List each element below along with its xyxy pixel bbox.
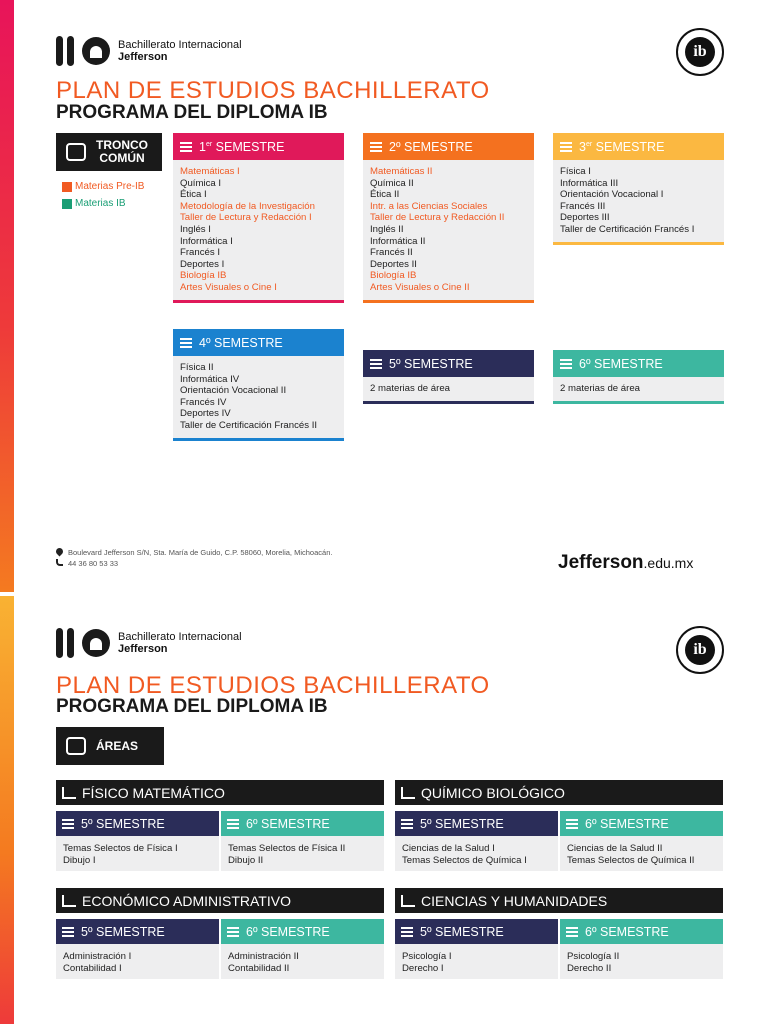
list-icon [227, 819, 239, 829]
subject-item: Química I [180, 177, 222, 189]
areas-tag: ÁREAS [56, 727, 164, 765]
brand-line2: Jefferson [118, 643, 168, 655]
semester-5-header [363, 350, 534, 377]
website[interactable]: Jefferson.edu.mx [558, 552, 694, 573]
semester-header [56, 919, 219, 944]
address: Boulevard Jefferson S/N, Sta. María de Guido, C.P. 58060, Morelia, Michoacán. [68, 548, 333, 557]
subject-item: Taller de Lectura y Redacción II [370, 212, 505, 224]
area-card [56, 780, 384, 871]
list-icon [62, 927, 74, 937]
subject-item: 2 materias de área [370, 383, 450, 394]
list-icon [227, 927, 239, 937]
area-semester-s6 [221, 919, 384, 979]
area-card [395, 780, 723, 871]
list-icon [370, 142, 382, 152]
area-semester-s6 [560, 811, 723, 871]
subject-item: Taller de Lectura y Redacción I [180, 212, 312, 224]
subject-item: Francés IV [180, 396, 227, 408]
ib-world-school-logo: ib [676, 28, 724, 76]
page-subtitle: PROGRAMA DEL DIPLOMA IB [56, 696, 328, 717]
subject-item: Temas Selectos de Física I [63, 843, 178, 854]
subject-item: Deportes IV [180, 408, 231, 420]
area-semester-s5 [56, 919, 219, 979]
subject-item: Ética II [370, 189, 400, 201]
ib-world-school-logo: ib [676, 626, 724, 674]
semester-label: 4º SEMESTRE [199, 335, 283, 350]
semester-label: 2º SEMESTRE [389, 139, 473, 154]
subject-item: Temas Selectos de Química I [402, 854, 527, 866]
area-header [56, 888, 384, 913]
page-subtitle: PROGRAMA DEL DIPLOMA IB [56, 102, 328, 123]
subject-item: Informática I [180, 235, 233, 247]
semester-label: 6º SEMESTRE [579, 356, 663, 371]
semester-header [221, 919, 384, 944]
semester-2-header [363, 133, 534, 160]
semester-4-card [173, 329, 344, 441]
subject-item: Intr. a las Ciencias Sociales [370, 200, 488, 212]
semester-label: 6º SEMESTRE [246, 924, 330, 939]
list-icon [560, 359, 572, 369]
semester-header [56, 811, 219, 836]
area-header [395, 780, 723, 805]
subject-item: Biología IB [370, 270, 417, 282]
subject-item: Artes Visuales o Cine I [180, 281, 277, 293]
tronco-comun-tag: TRONCO COMÚN [56, 133, 162, 171]
jefferson-logo [56, 628, 242, 658]
logo-mark-icon [56, 36, 110, 66]
list-icon [62, 819, 74, 829]
semester-header [560, 919, 723, 944]
subject-item: Informática III [560, 177, 619, 189]
legend [62, 181, 144, 215]
subject-item: Inglés I [180, 223, 211, 235]
subject-item: Contabilidad II [228, 962, 290, 974]
subject-item: Ciencias de la Salud I [402, 843, 495, 854]
page-areas [0, 596, 768, 1024]
semester-label: 6º SEMESTRE [246, 816, 330, 831]
contact-info [56, 547, 332, 569]
area-semester-s6 [560, 919, 723, 979]
list-icon [401, 927, 413, 937]
list-icon [370, 359, 382, 369]
subject-item: Deportes II [370, 258, 417, 270]
semester-3-card [553, 133, 724, 245]
subject-item: Orientación Vocacional II [180, 385, 287, 397]
subject-item: Francés I [180, 247, 220, 259]
semester-label: 6º SEMESTRE [585, 924, 669, 939]
semester-label: 3er SEMESTRE [579, 139, 665, 154]
subject-item: Administración II [228, 951, 299, 962]
subject-item: Francés II [370, 247, 413, 259]
jefferson-logo [56, 36, 242, 66]
semester-header [395, 811, 558, 836]
subject-item: Psicología II [567, 951, 620, 962]
area-name: ECONÓMICO ADMINISTRATIVO [82, 892, 291, 909]
semester-5-card [363, 350, 534, 404]
subject-item: Taller de Certificación Francés I [560, 223, 695, 235]
brand-line1: Bachillerato Internacional [118, 631, 242, 643]
semester-4-header [173, 329, 344, 356]
subject-item: Dibujo II [228, 854, 264, 866]
subject-item: Contabilidad I [63, 962, 122, 974]
semester-6-card [553, 350, 724, 404]
subject-item: Química II [370, 177, 414, 189]
subject-item: Informática IV [180, 373, 240, 385]
semester-label: 1er SEMESTRE [199, 139, 285, 154]
semester-label: 5º SEMESTRE [420, 816, 504, 831]
subject-item: Ética I [180, 189, 207, 201]
subject-item: Artes Visuales o Cine II [370, 281, 470, 293]
sqrt-icon [62, 787, 76, 799]
subject-item: Derecho I [402, 962, 444, 974]
subject-item: Ciencias de la Salud II [567, 843, 663, 854]
subject-item: Matemáticas II [370, 166, 433, 177]
area-semester-s5 [395, 811, 558, 871]
subject-item: Administración I [63, 951, 132, 962]
semester-label: 5º SEMESTRE [420, 924, 504, 939]
area-card [56, 888, 384, 979]
list-icon [566, 927, 578, 937]
list-icon [566, 819, 578, 829]
semester-header [221, 811, 384, 836]
area-name: FÍSICO MATEMÁTICO [82, 784, 225, 801]
subject-item: Orientación Vocacional I [560, 189, 664, 201]
semester-header [395, 919, 558, 944]
subject-item: Deportes I [180, 258, 225, 270]
semester-3-header [553, 133, 724, 160]
subject-item: Dibujo I [63, 854, 96, 866]
area-semester-s6 [221, 811, 384, 871]
semester-6-header [553, 350, 724, 377]
list-icon [401, 819, 413, 829]
location-icon [55, 547, 65, 557]
subject-item: Matemáticas I [180, 166, 240, 177]
area-name: QUÍMICO BIOLÓGICO [421, 784, 565, 801]
subject-item: Taller de Certificación Francés II [180, 419, 318, 431]
semester-1-card [173, 133, 344, 303]
page-title: PLAN DE ESTUDIOS BACHILLERATO [56, 672, 490, 699]
subject-item: Psicología I [402, 951, 452, 962]
subject-item: Metodología de la Investigación [180, 200, 315, 212]
phone: 44 36 80 53 33 [68, 559, 119, 568]
area-name: CIENCIAS Y HUMANIDADES [421, 892, 608, 909]
branch-icon [66, 737, 86, 755]
bar-chart-icon [62, 895, 76, 907]
phone-icon [56, 559, 63, 566]
subject-item: Deportes III [560, 212, 610, 224]
semester-1-header [173, 133, 344, 160]
legend-pre-ib: Materias Pre-IB [75, 181, 145, 192]
semester-header [560, 811, 723, 836]
branch-icon [66, 143, 86, 161]
area-semester-s5 [56, 811, 219, 871]
legend-ib: Materias IB [75, 198, 126, 209]
flask-icon [401, 787, 415, 799]
area-header [395, 888, 723, 913]
subject-item: Inglés II [370, 223, 404, 235]
subject-item: Física II [180, 362, 214, 373]
subject-item: Informática II [370, 235, 426, 247]
brand-line2: Jefferson [118, 51, 168, 63]
people-icon [401, 895, 415, 907]
semester-label: 5º SEMESTRE [81, 816, 165, 831]
subject-item: Derecho II [567, 962, 612, 974]
semester-2-card [363, 133, 534, 303]
list-icon [180, 338, 192, 348]
brand-line1: Bachillerato Internacional [118, 39, 242, 51]
subject-item: Biología IB [180, 270, 227, 282]
subject-item: Temas Selectos de Química II [567, 854, 695, 866]
list-icon [560, 142, 572, 152]
area-card [395, 888, 723, 979]
area-semester-s5 [395, 919, 558, 979]
subject-item: Francés III [560, 200, 606, 212]
subject-item: 2 materias de área [560, 383, 640, 394]
subject-item: Temas Selectos de Física II [228, 843, 346, 854]
semester-label: 5º SEMESTRE [389, 356, 473, 371]
list-icon [180, 142, 192, 152]
area-header [56, 780, 384, 805]
semester-label: 5º SEMESTRE [81, 924, 165, 939]
logo-mark-icon [56, 628, 110, 658]
subject-item: Física I [560, 166, 591, 177]
semester-label: 6º SEMESTRE [585, 816, 669, 831]
page-title: PLAN DE ESTUDIOS BACHILLERATO [56, 77, 490, 104]
